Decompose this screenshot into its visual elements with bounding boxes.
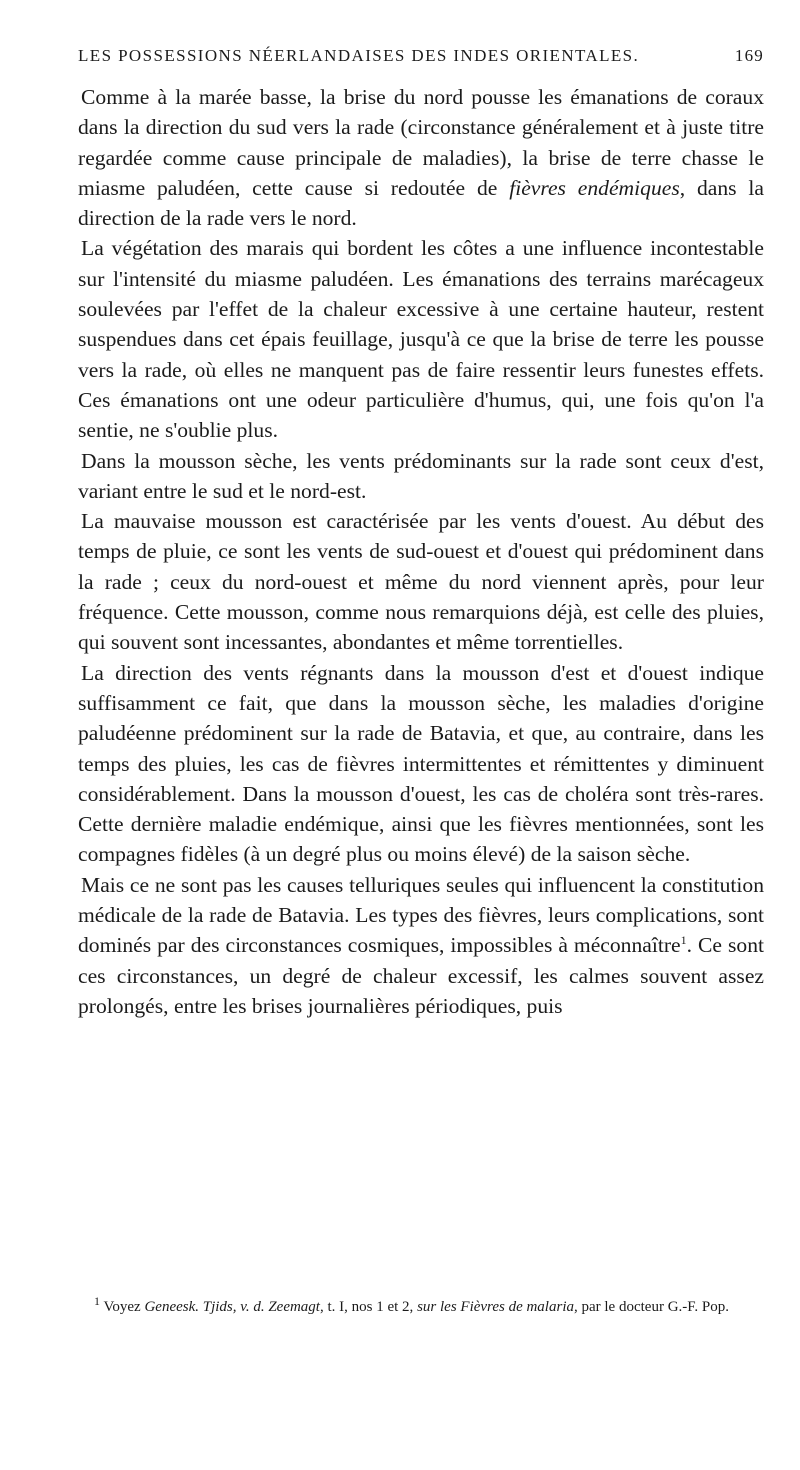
body-text <box>78 82 764 1021</box>
footnote-reference: 1 <box>680 933 687 948</box>
paragraph-4: La mauvaise mousson est caractérisée par les vents d'ouest. Au début des temps de pluie, ce sont les vents de sud-ouest et d'ouest qui prédominent dans la rade ; ceux du nord-ouest et même du nord viennent après, pour leur fréquence. Cette mousson, comme nous remarquions déjà, est celle des pluies, qui souvent sont incessantes, abondantes et même torrentielles. <box>78 509 764 655</box>
footnote-source: Geneesk. Tjids, v. d. Zeemagt <box>144 1299 320 1315</box>
running-title: LES POSSESSIONS NÉERLANDAISES DES INDES ORIENTALES. <box>78 46 640 65</box>
running-head <box>78 46 764 66</box>
footnote-text-mid: , t. I, nos 1 et 2, <box>319 1299 418 1315</box>
paragraph-1 <box>78 82 764 233</box>
paragraph-1-emphasis: fièvres endémiques <box>509 175 680 200</box>
paragraph-5: La direction des vents régnants dans la mousson d'est et d'ouest indique suffisamment ce fait, que dans la mousson sèche, les maladies d'origine paludéenne prédominent sur la rade de Batavia, et que, au contraire, dans les temps des pluies, les cas de fièvres intermittentes et rémittentes y diminuent considérablement. Dans la mousson d'ouest, les cas de choléra sont très-rares. Cette dernière maladie endémique, ainsi que les fièvres mentionnées, sont les compagnes fidèles (à un degré plus ou moins élevé) de la saison sèche. <box>78 660 764 867</box>
paragraph-6-text-a: Mais ce ne sont pas les causes telluriques seules qui influencent la constitution médicale de la rade de Batavia. Les types des fièvres, leurs complications, sont dominés par des circonstances cosmiques, impossibles à méconnaître <box>78 872 764 958</box>
paragraph-1-text-a: Comme à la marée basse, la brise du nord pousse les émanations de coraux dans la direction du sud vers la rade (circonstance généralement et à juste titre regardée comme cause principale de maladies), la brise de terre chasse le miasme paludéen, cette cause si redoutée de <box>78 85 764 200</box>
footnote-marker: 1 <box>94 1294 100 1308</box>
page-number: 169 <box>734 46 764 65</box>
footnote <box>78 1296 764 1318</box>
paragraph-6 <box>78 870 764 1021</box>
paragraph-2: La végétation des marais qui bordent les côtes a une influence incontestable sur l'intensité du miasme paludéen. Les émanations des terrains marécageux soulevées par l'effet de la chaleur excessive à une certaine hauteur, restent suspendues dans cet épais feuillage, jusqu'à ce que la brise de terre les pousse vers la rade, où elles ne manquent pas de faire ressentir leurs funestes effets. Ces émanations ont une odeur particulière d'humus, qui, une fois qu'on l'a sentie, ne s'oublie plus. <box>78 236 764 443</box>
paragraph-6-text-b: . Ce sont ces circonstances, un degré de chaleur excessif, les calmes souvent assez prolongés, entre les brises journalières périodiques, puis <box>78 933 764 1018</box>
paragraph-1-text-b: , dans la direction de la rade vers le nord. <box>78 175 764 231</box>
footnote-text-start: Voyez <box>103 1299 145 1315</box>
paragraph-3: Dans la mousson sèche, les vents prédominants sur la rade sont ceux d'est, variant entre le sud et le nord-est. <box>78 448 764 503</box>
footnote-title: sur les Fièvres de malaria <box>417 1299 574 1315</box>
footnote-text-end: , par le docteur G.-F. Pop. <box>573 1299 730 1315</box>
